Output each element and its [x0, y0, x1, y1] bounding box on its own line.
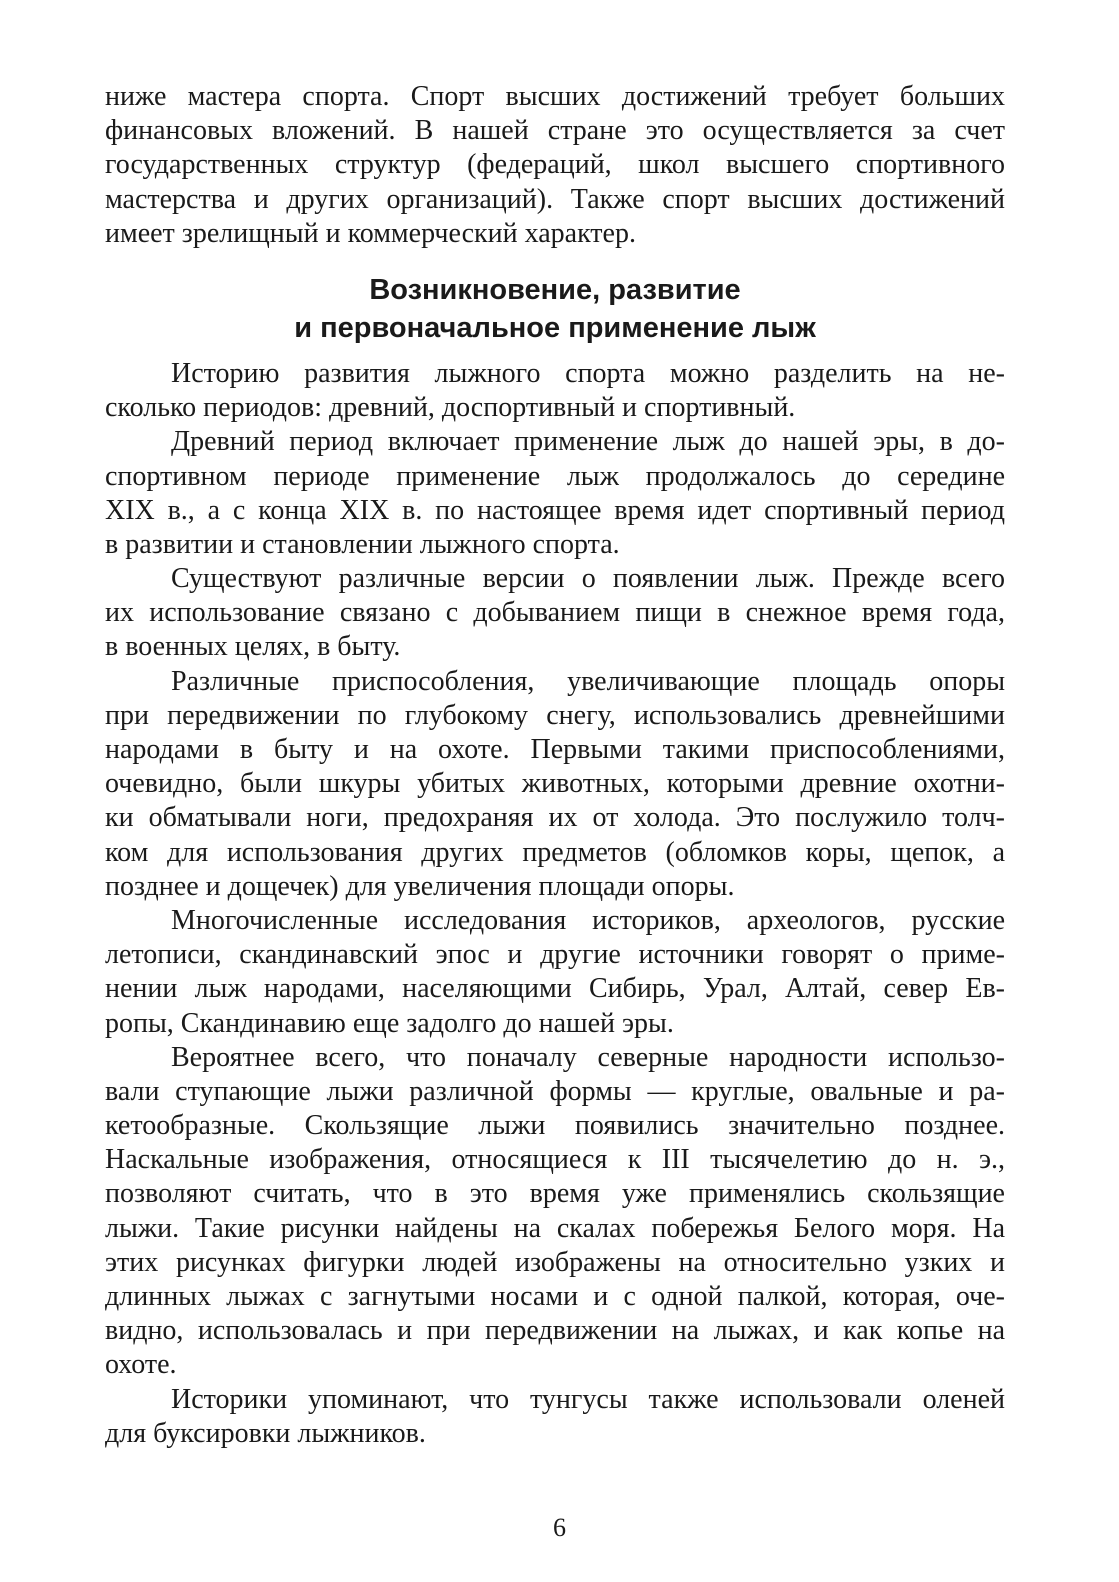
- text-line: Наскальные изображения, относящиеся к III тысячелетию до н. э.,: [105, 1144, 1005, 1176]
- paragraph-historians: [105, 1383, 1005, 1451]
- section-title: [105, 271, 1005, 347]
- text-line: мастерства и других организаций). Также спорт высших достижений: [105, 183, 1005, 215]
- page-number: 6: [553, 1513, 566, 1542]
- text-line: их использование связано с добыванием пищи в снежное время года,: [105, 597, 1005, 629]
- text-line: финансовых вложений. В нашей стране это осуществляется за счет: [105, 115, 1005, 147]
- text-line: в военных целях, в быту.: [105, 631, 401, 663]
- text-line: спортивном периоде применение лыж продолжалось до середине: [105, 460, 1005, 492]
- text-line: Древний период включает применение лыж до нашей эры, в до-: [171, 426, 1005, 458]
- intro-paragraph: [105, 80, 1005, 251]
- text-line: видно, использовалась и при передвижении на лыжах, и как копье на: [105, 1315, 1005, 1347]
- text-line: этих рисунках фигурки людей изображены на относительно узких и: [105, 1246, 1005, 1278]
- text-line: вали ступающие лыжи различной формы — круглые, овальные и ра-: [105, 1075, 1005, 1107]
- text-line: народами в быту и на охоте. Первыми такими приспособлениями,: [105, 734, 1005, 765]
- text-line: лыжи. Такие рисунки найдены на скалах побережья Белого моря. На: [105, 1212, 1005, 1244]
- text-line: в развитии и становлении лыжного спорта.: [105, 528, 620, 560]
- text-line: позднее и дощечек) для увеличения площади опоры.: [105, 870, 735, 902]
- text-line: при передвижении по глубокому снегу, использовались древнейшими: [105, 699, 1005, 731]
- text-line: Существуют различные версии о появлении лыж. Прежде всего: [171, 563, 1005, 595]
- text-line: имеет зрелищный и коммерческий характер.: [105, 217, 636, 249]
- text-line: ком для использования других предметов (обломков коры, щепок, а: [105, 836, 1005, 868]
- text-line: Различные приспособления, увеличивающие площадь опоры: [171, 665, 1005, 697]
- text-line: Историки упоминают, что тунгусы также использовали оленей: [171, 1383, 1005, 1415]
- text-line: очевидно, были шкуры убитых животных, которыми древние охотни-: [105, 768, 1005, 800]
- paragraph-versions: [105, 562, 1005, 665]
- paragraph-research: [105, 904, 1005, 1041]
- paragraph-devices: [105, 665, 1005, 904]
- page-content: [105, 80, 1005, 1451]
- text-line: кетообразные. Скользящие лыжи появились значительно позднее.: [105, 1110, 1005, 1142]
- section-title-line: Возникновение, развитие: [369, 273, 741, 306]
- text-line: позволяют считать, что в это время уже применялись скользящие: [105, 1178, 1005, 1210]
- text-line: Историю развития лыжного спорта можно разделить на не-: [171, 357, 1005, 389]
- text-line: нении лыж народами, населяющими Сибирь, Урал, Алтай, север Ев-: [105, 973, 1005, 1005]
- paragraph-periods: [105, 357, 1005, 425]
- text-line: сколько периодов: древний, доспортивный и спортивный.: [105, 392, 796, 424]
- text-line: длинных лыжах с загнутыми носами и с одной палкой, которая, оче-: [105, 1281, 1005, 1312]
- text-line: ропы, Скандинавию еще задолго до нашей эры.: [105, 1007, 674, 1039]
- paragraph-ski-types: [105, 1041, 1005, 1383]
- text-line: летописи, скандинавский эпос и другие источники говорят о приме-: [105, 939, 1005, 971]
- text-line: государственных структур (федераций, школ высшего спортивного: [105, 149, 1005, 181]
- section-title-line: и первоначальное применение лыж: [294, 311, 816, 344]
- text-line: Многочисленные исследования историков, археологов, русские: [171, 904, 1005, 936]
- paragraph-ancient-period: [105, 425, 1005, 562]
- text-line: Вероятнее всего, что поначалу северные народности использо-: [171, 1041, 1005, 1073]
- text-line: охоте.: [105, 1349, 177, 1381]
- text-line: XIX в., а с конца XIX в. по настоящее время идет спортивный период: [105, 494, 1005, 526]
- text-line: ки обматывали ноги, предохраняя их от холода. Это послужило толч-: [105, 802, 1005, 834]
- text-line: для буксировки лыжников.: [105, 1417, 426, 1449]
- text-line: ниже мастера спорта. Спорт высших достижений требует больших: [105, 81, 1005, 112]
